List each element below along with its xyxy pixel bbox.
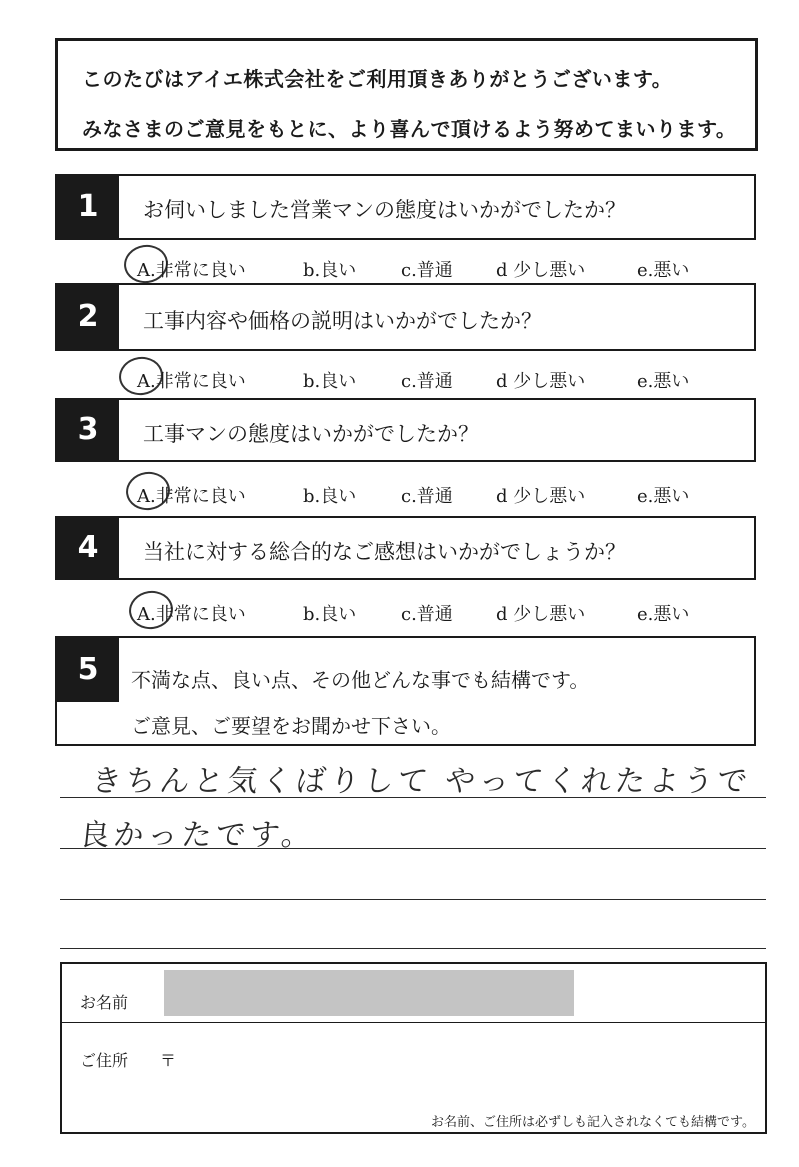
question-text-4: 当社に対する総合的なご感想はいかがでしょうか？ bbox=[143, 540, 626, 564]
option-e-3[interactable]: e.悪い bbox=[637, 486, 690, 507]
question-4 bbox=[55, 516, 756, 580]
greeting-line-2: みなさまのご意見をもとに、より喜んで頂けるよう努めてまいります。 bbox=[82, 117, 737, 141]
option-c-3[interactable]: c.普通 bbox=[401, 486, 453, 507]
option-a-4[interactable]: A.非常に良い bbox=[137, 604, 246, 625]
address-label: ご住所 bbox=[80, 1051, 129, 1070]
question-3 bbox=[55, 398, 756, 462]
question-text-2: 工事内容や価格の説明はいかがでしたか？ bbox=[143, 309, 542, 333]
question-5-line-2: ご意見、ご要望をお聞かせ下さい。 bbox=[131, 714, 451, 738]
question-text-3: 工事マンの態度はいかがでしたか？ bbox=[143, 422, 479, 446]
comment-rule-4 bbox=[60, 948, 766, 949]
option-d-4[interactable]: d 少し悪い bbox=[496, 604, 586, 625]
question-5 bbox=[55, 636, 756, 746]
option-d-2[interactable]: d 少し悪い bbox=[496, 371, 586, 392]
option-a-3[interactable]: A.非常に良い bbox=[137, 486, 246, 507]
handwritten-comment-line-1: きちんと気くばりして やってくれたようで bbox=[89, 764, 754, 799]
option-c-1[interactable]: c.普通 bbox=[401, 260, 453, 281]
option-b-3[interactable]: b.良い bbox=[303, 486, 357, 507]
option-c-2[interactable]: c.普通 bbox=[401, 371, 453, 392]
greeting-line-1: このたびはアイエ株式会社をご利用頂きありがとうございます。 bbox=[82, 67, 673, 91]
question-number-5: 5 bbox=[57, 638, 119, 702]
contact-box bbox=[60, 962, 767, 1134]
handwritten-comment-line-2: 良かったです。 bbox=[77, 818, 318, 853]
option-a-2[interactable]: A.非常に良い bbox=[137, 371, 246, 392]
option-b-2[interactable]: b.良い bbox=[303, 371, 357, 392]
name-field-redacted[interactable] bbox=[164, 970, 574, 1016]
question-number-3: 3 bbox=[57, 400, 119, 460]
postal-mark[interactable]: 〒 bbox=[160, 1051, 177, 1070]
option-a-1[interactable]: A.非常に良い bbox=[137, 260, 246, 281]
comment-rule-2 bbox=[60, 848, 766, 849]
option-e-4[interactable]: e.悪い bbox=[637, 604, 690, 625]
question-number-2: 2 bbox=[57, 285, 119, 349]
option-d-3[interactable]: d 少し悪い bbox=[496, 486, 586, 507]
question-1 bbox=[55, 174, 756, 240]
option-d-1[interactable]: d 少し悪い bbox=[496, 260, 586, 281]
question-2 bbox=[55, 283, 756, 351]
option-c-4[interactable]: c.普通 bbox=[401, 604, 453, 625]
comment-rule-1 bbox=[60, 797, 766, 798]
footer-note: お名前、ご住所は必ずしも記入されなくても結構です。 bbox=[431, 1115, 755, 1130]
greeting-box bbox=[55, 38, 758, 151]
option-e-2[interactable]: e.悪い bbox=[637, 371, 690, 392]
option-b-1[interactable]: b.良い bbox=[303, 260, 357, 281]
question-5-line-1: 不満な点、良い点、その他どんな事でも結構です。 bbox=[131, 668, 590, 692]
comment-rule-3 bbox=[60, 899, 766, 900]
option-e-1[interactable]: e.悪い bbox=[637, 260, 690, 281]
question-number-1: 1 bbox=[57, 176, 119, 238]
footer-divider bbox=[62, 1022, 765, 1023]
question-text-1: お伺いしました営業マンの態度はいかがでしたか？ bbox=[143, 198, 626, 222]
option-b-4[interactable]: b.良い bbox=[303, 604, 357, 625]
question-number-4: 4 bbox=[57, 518, 119, 578]
name-label: お名前 bbox=[80, 993, 129, 1012]
